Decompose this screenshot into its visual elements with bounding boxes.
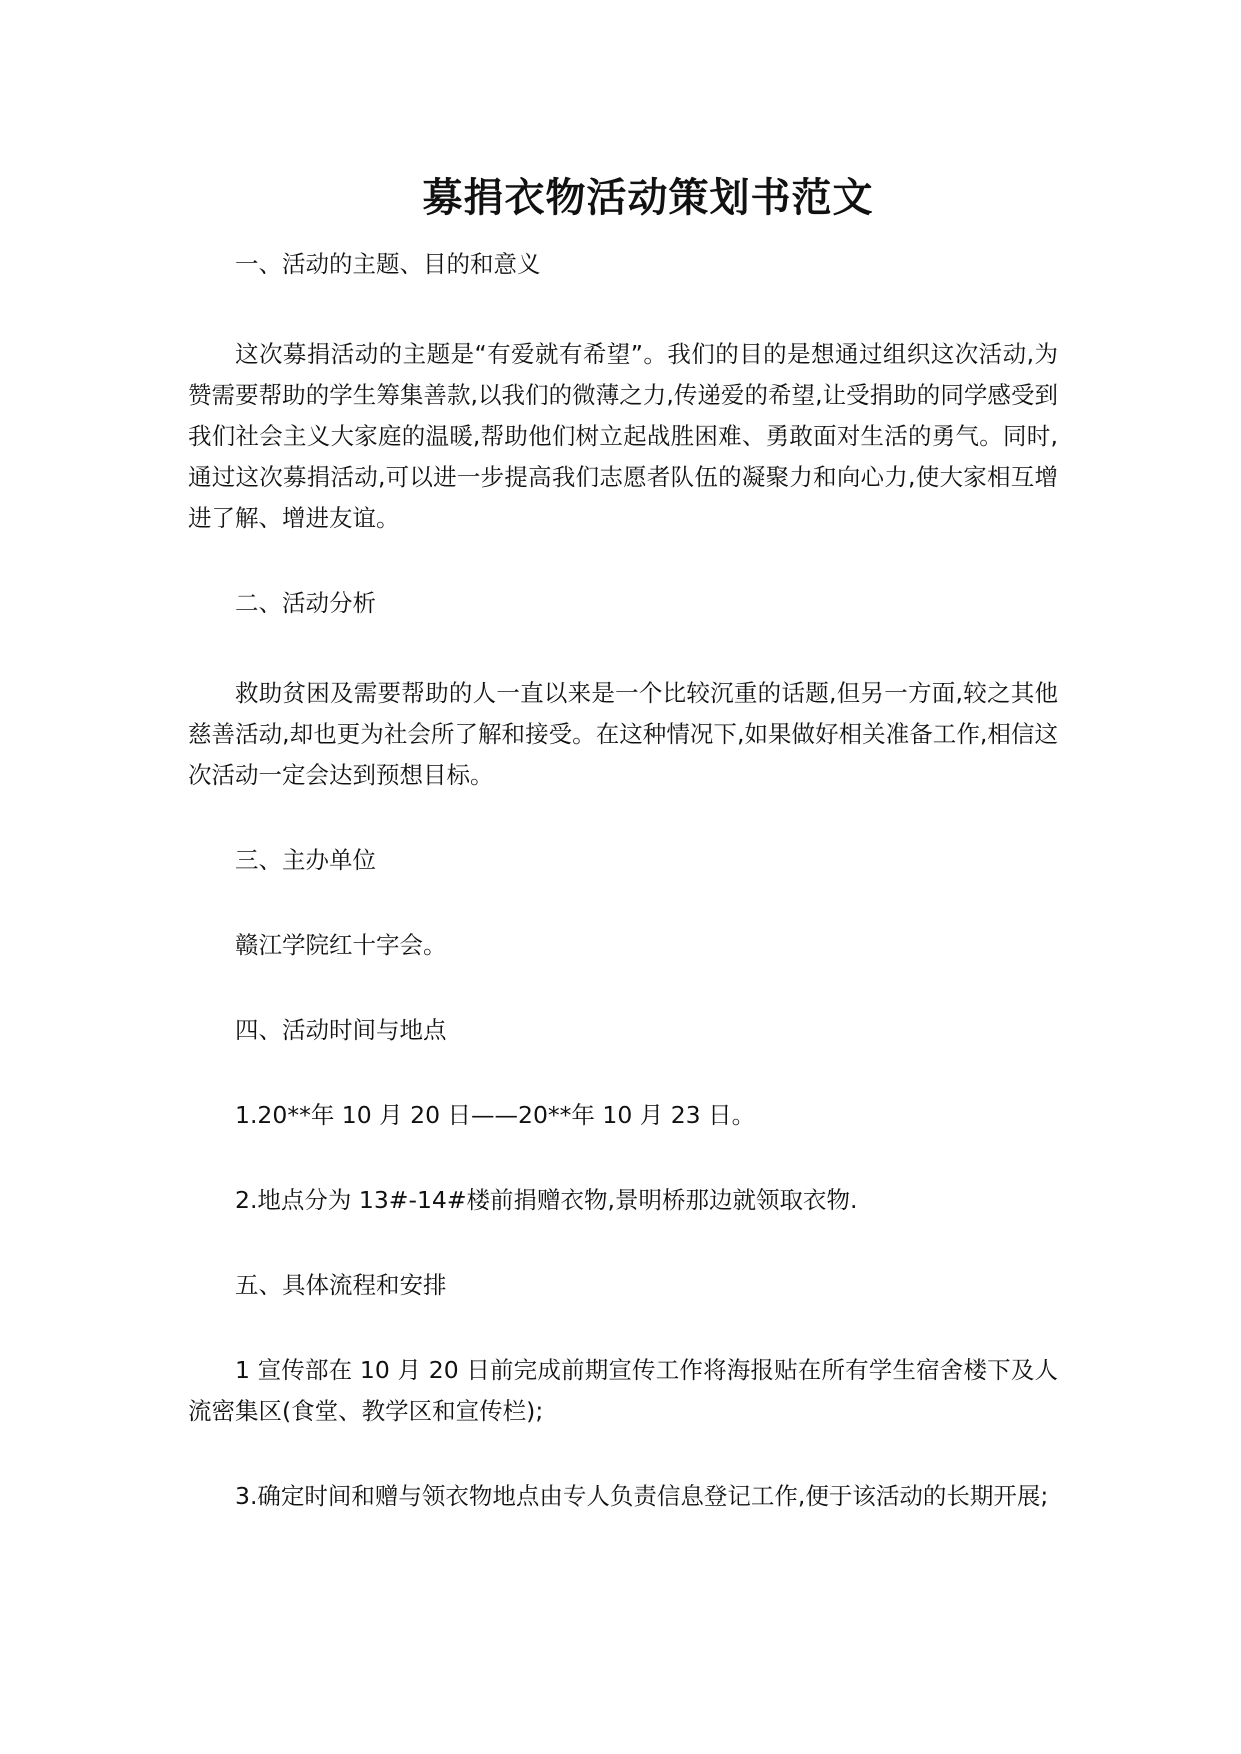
section-heading-4: 四、活动时间与地点 [235, 1016, 447, 1044]
section-item-5-3: 3.确定时间和赠与领衣物地点由专人负责信息登记工作,便于该活动的长期开展; [235, 1482, 1049, 1510]
section-heading-3: 三、主办单位 [235, 846, 376, 874]
document-page [188, 170, 1058, 1517]
section-heading-1: 一、活动的主题、目的和意义 [235, 250, 541, 278]
section-item-4-1: 1.20**年 10 月 20 日——20**年 10 月 23 日。 [235, 1101, 756, 1129]
section-body-3: 赣江学院红十字会。 [235, 931, 447, 959]
section-body-1: 这次募捐活动的主题是“有爱就有希望”。我们的目的是想通过组织这次活动,为赞需要帮助的学生筹集善款,以我们的微薄之力,传递爱的希望,让受捐助的同学感受到我们社会主义大家庭的温暖,帮助他们树立起战胜困难、勇敢面对生活的勇气。同时,通过这次募捐活动,可以进一步提高我们志愿者队伍的凝聚力和向心力,使大家相互增进了解、增进友谊。 [188, 340, 1058, 532]
document-title: 募捐衣物活动策划书范文 [422, 175, 874, 221]
section-body-2: 救助贫困及需要帮助的人一直以来是一个比较沉重的话题,但另一方面,较之其他慈善活动,却也更为社会所了解和接受。在这种情况下,如果做好相关准备工作,相信这次活动一定会达到预想目标。 [188, 679, 1058, 789]
section-item-4-2: 2.地点分为 13#-14#楼前捐赠衣物,景明桥那边就领取衣物. [235, 1186, 858, 1214]
section-item-5-1: 1 宣传部在 10 月 20 日前完成前期宣传工作将海报贴在所有学生宿舍楼下及人流密集区(食堂、教学区和宣传栏); [188, 1356, 1058, 1425]
section-heading-2: 二、活动分析 [235, 589, 376, 617]
section-heading-5: 五、具体流程和安排 [235, 1271, 447, 1299]
